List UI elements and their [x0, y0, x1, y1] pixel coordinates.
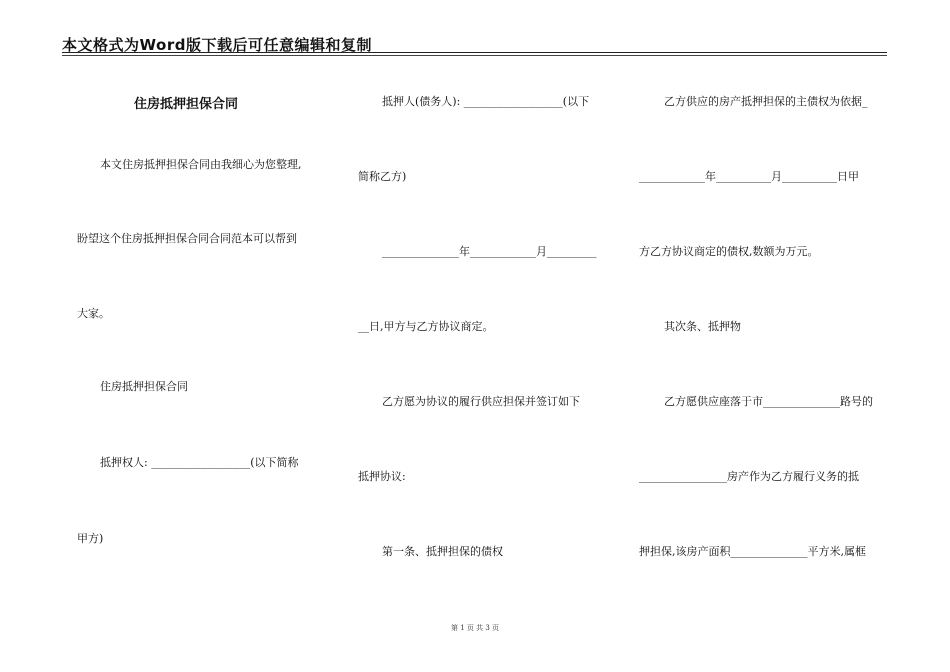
paragraph-line: 本文住房抵押担保合同由我细心为您整理,	[100, 158, 302, 171]
paragraph-line: 抵押人(债务人): __________________(以下	[382, 95, 590, 108]
paragraph-line: 简称乙方)	[358, 170, 407, 183]
document-header: 本文格式为Word版下载后可任意编辑和复制	[62, 36, 372, 54]
paragraph-line: 盼望这个住房抵押担保合同合同范本可以帮到	[77, 232, 297, 245]
page-footer: 第 1 页 共 3 页	[450, 624, 500, 632]
paragraph-line: ________________房产作为乙方履行义务的抵	[639, 470, 859, 483]
paragraph-line: 方乙方协议商定的债权,数额为万元。	[639, 245, 819, 258]
paragraph-line: 押担保,该房产面积______________平方米,属框	[639, 545, 866, 558]
article-heading: 第一条、抵押担保的债权	[382, 545, 503, 558]
paragraph-line: ____________年__________月__________日甲	[639, 170, 859, 183]
paragraph-line: 乙方愿为协议的履行供应担保并签订如下	[382, 395, 580, 408]
contract-title: 住房抵押担保合同	[134, 97, 239, 112]
paragraph-line: 抵押权人: __________________(以下简称	[100, 456, 299, 469]
paragraph-line: 乙方供应的房产抵押担保的主债权为依据_	[664, 95, 868, 108]
header-rule-secondary	[62, 55, 887, 56]
paragraph-line: 甲方)	[77, 532, 104, 545]
paragraph-line: ______________年____________月_________	[382, 245, 597, 258]
paragraph-line: __日,甲方与乙方协议商定。	[358, 320, 494, 333]
paragraph-line: 大家。	[77, 307, 110, 320]
header-rule	[62, 52, 887, 53]
paragraph-line: 乙方愿供应座落于市______________路号的	[664, 395, 873, 408]
section-title: 住房抵押担保合同	[100, 380, 188, 393]
paragraph-line: 抵押协议:	[358, 470, 406, 483]
article-heading: 其次条、抵押物	[664, 320, 741, 333]
